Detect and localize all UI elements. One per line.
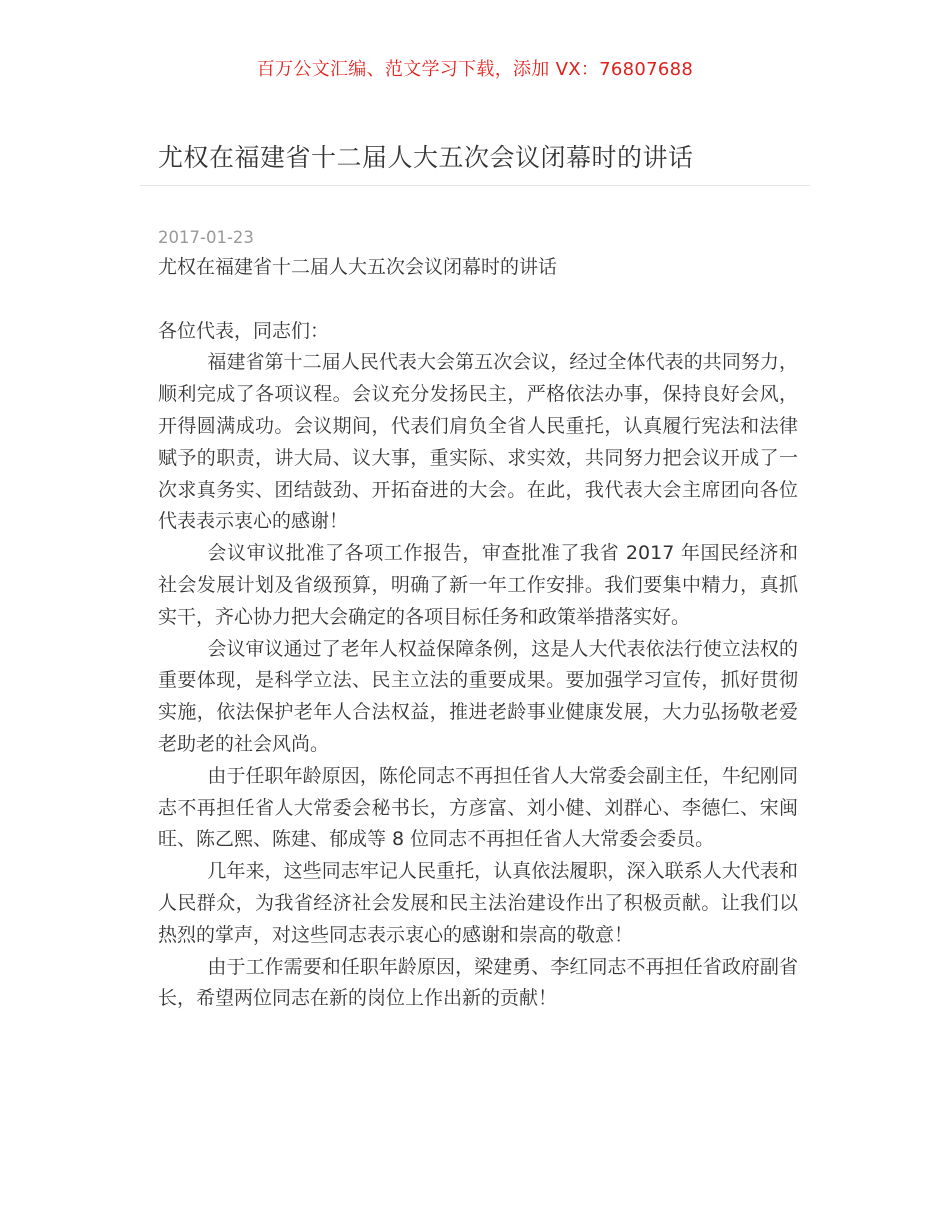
promo-banner: 百万公文汇编、范文学习下载，添加 VX：76807688 — [256, 59, 694, 80]
paragraph-2: 会议审议批准了各项工作报告，审查批准了我省 2017 年国民经济和社会发展计划及省级预算，明确了新一年工作安排。我们要集中精力，真抓实干，齐心协力把大会确定的各项目标任务和政策举措落实好。 — [158, 542, 798, 628]
title-divider — [140, 185, 810, 186]
paragraph-3: 会议审议通过了老年人权益保障条例，这是人大代表依法行使立法权的重要体现，是科学立法、民主立法的重要成果。要加强学习宣传，抓好贯彻实施，依法保护老年人合法权益，推进老龄事业健康发展，大力弘扬敬老爱老助老的社会风尚。 — [158, 637, 798, 755]
page-title: 尤权在福建省十二届人大五次会议闭幕时的讲话 — [158, 143, 694, 172]
paragraph-6: 由于工作需要和任职年龄原因，梁建勇、李红同志不再担任省政府副省长，希望两位同志在新的岗位上作出新的贡献！ — [158, 955, 798, 1010]
publish-date: 2017-01-23 — [158, 228, 254, 247]
blank-line — [158, 284, 798, 316]
salutation: 各位代表，同志们： — [158, 319, 330, 342]
paragraph-4: 由于任职年龄原因，陈伦同志不再担任省人大常委会副主任，牛纪刚同志不再担任省人大常委会秘书长，方彦富、刘小健、刘群心、李德仁、宋闽旺、陈乙熙、陈建、郁成等 8 位同志不再担任省人大常委会委员。 — [158, 764, 798, 851]
paragraph-1: 福建省第十二届人民代表大会第五次会议，经过全体代表的共同努力，顺利完成了各项议程。会议充分发扬民主，严格依法办事，保持良好会风，开得圆满成功。会议期间，代表们肩负全省人民重托，认真履行宪法和法律赋予的职责，讲大局、议大事，重实际、求实效，共同努力把会议开成了一次求真务实、团结鼓劲、开拓奋进的大会。在此，我代表大会主席团向各位代表表示衷心的感谢！ — [158, 351, 798, 533]
article-subtitle: 尤权在福建省十二届人大五次会议闭幕时的讲话 — [158, 256, 558, 278]
article-body — [158, 252, 798, 1015]
paragraph-5: 几年来，这些同志牢记人民重托，认真依法履职，深入联系人大代表和人民群众，为我省经济社会发展和民主法治建设作出了积极贡献。让我们以热烈的掌声，对这些同志表示衷心的感谢和崇高的敬意！ — [158, 860, 798, 946]
